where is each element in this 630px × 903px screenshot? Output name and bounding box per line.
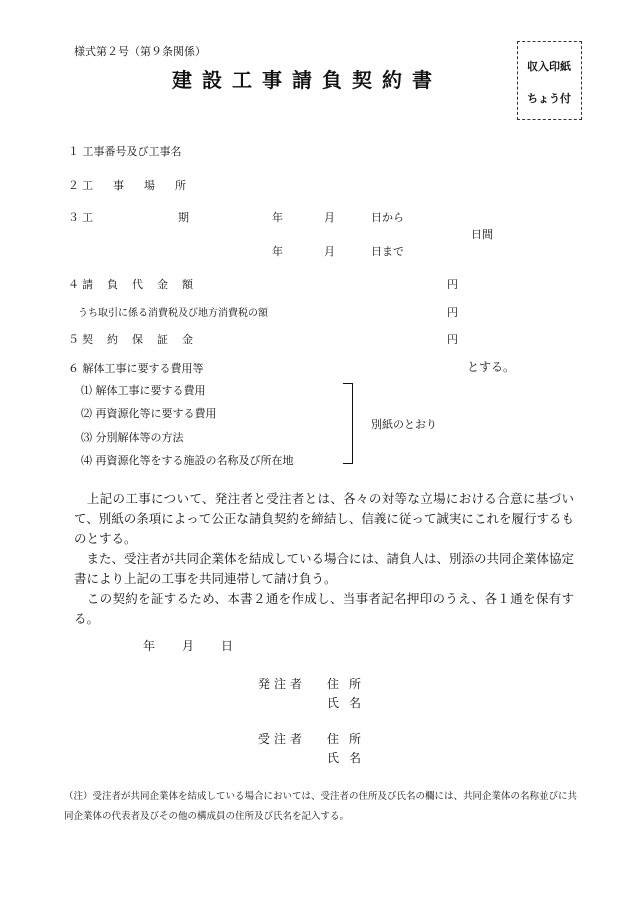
contractor-label: 受注者 (258, 732, 307, 746)
orderer-label: 発注者 (258, 677, 307, 691)
item-3-label-b: 期 (178, 211, 189, 224)
item-6-bracket (343, 383, 353, 464)
end-month-unit: 月 (324, 245, 335, 258)
item-6-sub-4: ⑷ 再資源化等をする施設の名称及び所在地 (81, 454, 294, 467)
item-3-label-a: 工 (82, 211, 93, 224)
item-2-number: ２ (68, 179, 79, 192)
item-6-tail: とする。 (467, 360, 516, 374)
contractor-name-label: 氏名 (327, 751, 372, 765)
paragraph-2: また、受注者が共同企業体を結成している場合には、請負人は、別添の共同企業体協定書により上記の工事を共同連帯して請け負う。 (74, 551, 575, 586)
start-month-unit: 月 (324, 211, 335, 224)
item-3-number: ３ (68, 211, 79, 224)
item-2-label: 工事場所 (82, 179, 206, 192)
item-6-sub-1: ⑴ 解体工事に要する費用 (81, 384, 206, 397)
tax-amount-yen: 円 (447, 306, 458, 319)
revenue-stamp-box (517, 41, 582, 120)
item-6-sub-2: ⑵ 再資源化等に要する費用 (81, 407, 217, 420)
item-1-label: １ 工事番号及び工事名 (68, 145, 182, 158)
date-day-unit: 日 (221, 639, 234, 653)
paragraph-3: この契約を証するため、本書２通を作成し、当事者記名押印のうえ、各１通を保有する。 (74, 591, 574, 626)
duration-days-unit: 日間 (471, 228, 493, 241)
date-month-unit: 月 (182, 639, 195, 653)
contract-amount-yen: 円 (447, 278, 458, 291)
item-4-tax-label: うち取引に係る消費税及び地方消費税の額 (78, 308, 268, 319)
item-6-sub-3: ⑶ 分別解体等の方法 (81, 431, 184, 444)
footnote: （注）受注者が共同企業体を結成している場合においては、受注者の住所及び氏名の欄には、共同企業体の名称並びに共同企業体の代表者及びその他の構成員の住所及び氏名を記入する。 (64, 791, 578, 822)
contractor-address-label: 住所 (327, 732, 372, 746)
paragraph-1: 上記の工事について、発注者と受注者とは、各々の対等な立場における合意に基づいて、別紙の条項によって公正な請負契約を締結し、信義に従って誠実にこれを履行するものとする。 (74, 491, 574, 546)
form-number: 様式第２号（第９条関係） (74, 45, 206, 58)
item-5-number: ５ (68, 333, 79, 346)
item-4-number: ４ (68, 278, 79, 291)
orderer-name-label: 氏名 (327, 696, 372, 710)
stamp-label-2: ちょう付 (527, 92, 571, 105)
start-day-from: 日から (371, 211, 404, 224)
item-6-reference: 別紙のとおり (371, 418, 437, 431)
deposit-amount-yen: 円 (447, 333, 458, 346)
item-4-label: 請負代金額 (82, 278, 207, 291)
date-year-unit: 年 (143, 639, 156, 653)
end-day-until: 日まで (371, 245, 404, 258)
stamp-label-1: 収入印紙 (527, 60, 571, 73)
orderer-address-label: 住所 (327, 677, 372, 691)
start-year-unit: 年 (272, 211, 283, 224)
document-title: 建設工事請負契約書 (172, 68, 442, 92)
item-6-label: ６ 解体工事に要する費用等 (68, 362, 204, 375)
end-year-unit: 年 (272, 245, 283, 258)
item-5-label: 契約保証金 (82, 333, 207, 346)
